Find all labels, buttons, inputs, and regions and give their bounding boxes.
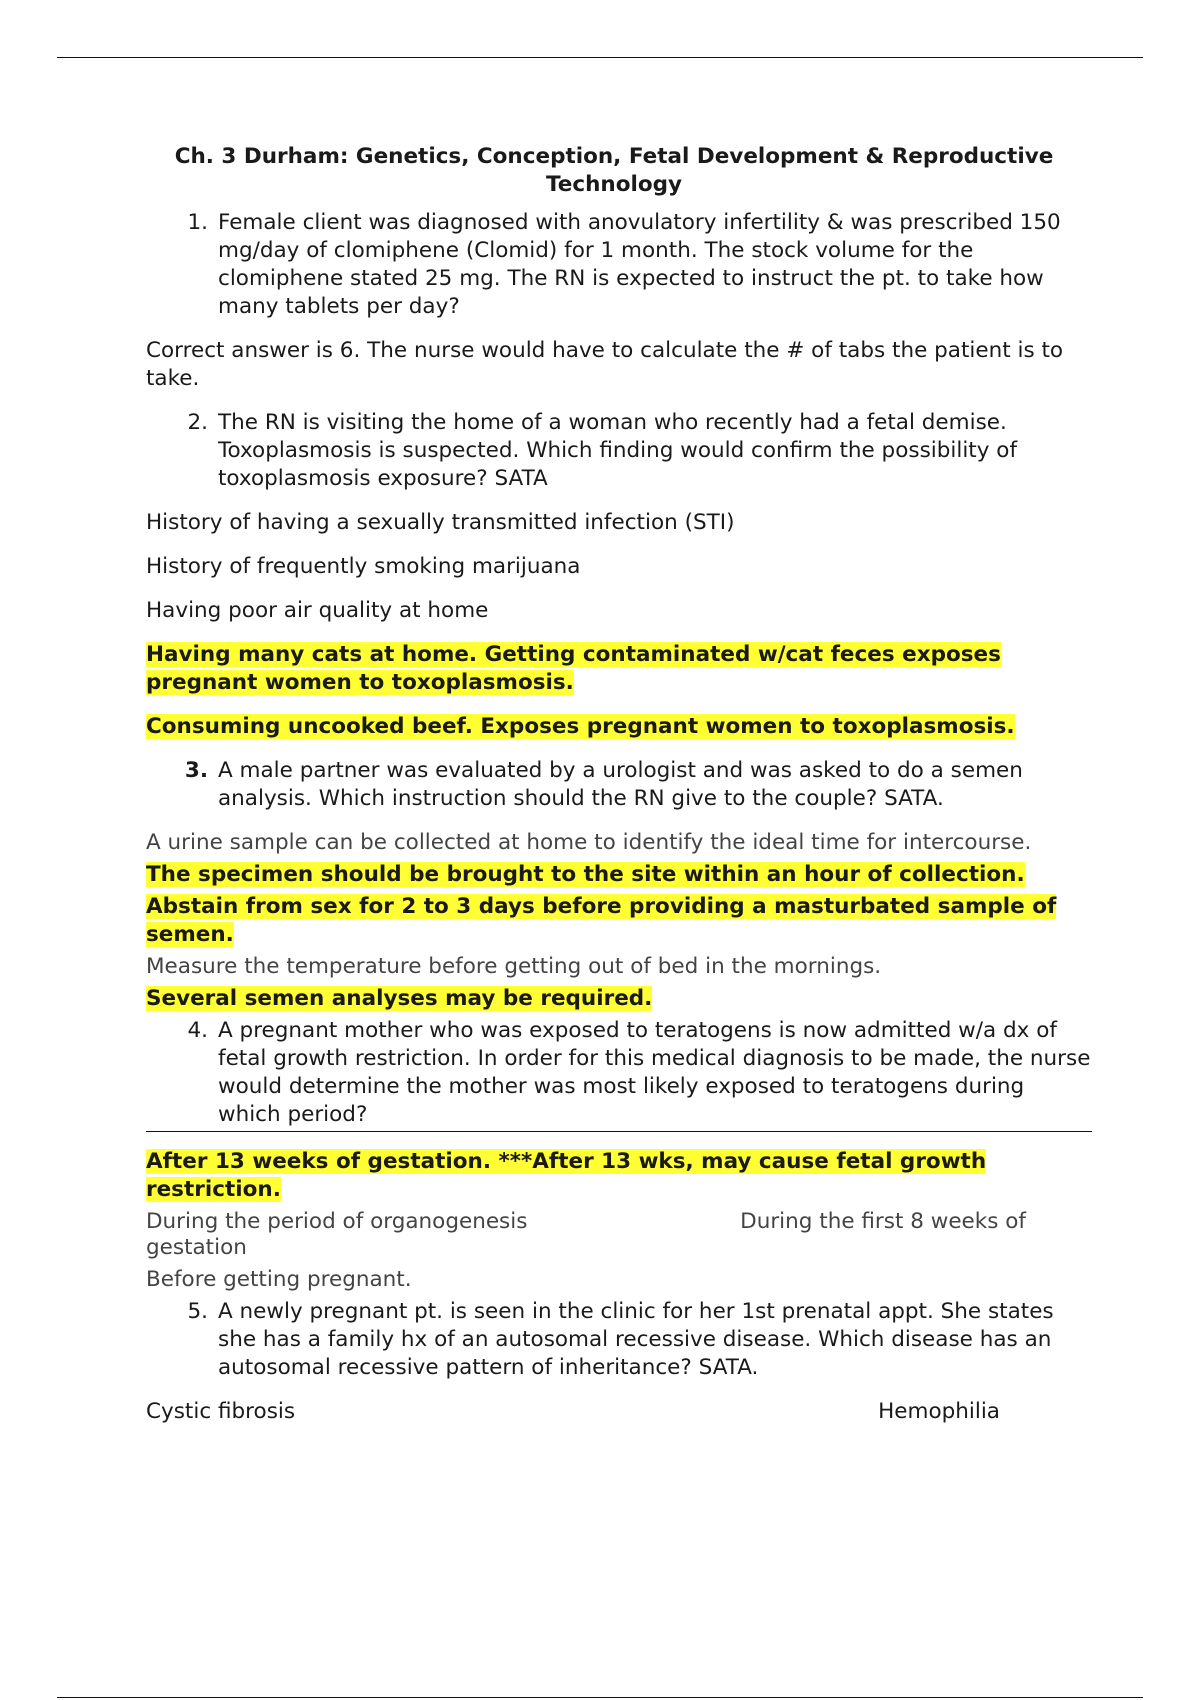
question-4 [146, 1017, 1092, 1132]
option-row [146, 1208, 1092, 1236]
correct-option [146, 893, 1092, 949]
document-body [146, 143, 1092, 1426]
option-text-continued: gestation [146, 1235, 247, 1260]
correct-option [146, 1148, 1092, 1204]
question-2 [146, 409, 1092, 493]
correct-option [146, 641, 1092, 697]
option-text: Before getting pregnant. [146, 1267, 412, 1292]
question-number: 2. [187, 410, 208, 435]
option-text: During the first 8 weeks of [740, 1209, 1026, 1234]
question-number: 3. [184, 758, 208, 783]
highlighted-text: Several semen analyses may be required. [146, 986, 653, 1011]
question-text: A newly pregnant pt. is seen in the clinic for her 1st prenatal appt. She states she has a family hx of an autosomal recessive disease. Which disease has an autosomal recessive pattern of inheritance? SATA. [218, 1299, 1054, 1380]
option-text: During the period of organogenesis [146, 1209, 528, 1234]
top-rule [57, 57, 1143, 58]
highlighted-text: After 13 weeks of gestation. ***After 13 wks, may cause fetal growth restriction. [146, 1149, 987, 1202]
question-text: A male partner was evaluated by a urologist and was asked to do a semen analysis. Which instruction should the RN give to the couple? SATA. [218, 758, 1023, 811]
option-text: Cystic fibrosis [146, 1399, 296, 1424]
option-text: Having poor air quality at home [146, 598, 489, 623]
option-text: Measure the temperature before getting out of bed in the mornings. [146, 954, 882, 979]
question-number: 1. [187, 210, 208, 235]
option-text: History of having a sexually transmitted infection (STI) [146, 510, 735, 535]
highlighted-text: The specimen should be brought to the site within an hour of collection. [146, 862, 1025, 887]
bottom-rule [57, 1697, 1143, 1698]
question-3 [146, 757, 1092, 813]
question-number: 5. [187, 1299, 208, 1324]
option-text: History of frequently smoking marijuana [146, 554, 581, 579]
highlighted-text: Having many cats at home. Getting contaminated w/cat feces exposes pregnant women to toxoplasmosis. [146, 642, 1001, 695]
option-text: Hemophilia [878, 1399, 1000, 1424]
answer-text: Correct answer is 6. The nurse would have to calculate the # of tabs the patient is to take. [146, 338, 1064, 391]
question-text: The RN is visiting the home of a woman who recently had a fetal demise. Toxoplasmosis is suspected. Which finding would confirm the possibility of toxoplasmosis exposure? SATA [218, 410, 1018, 491]
question-text: A pregnant mother who was exposed to teratogens is now admitted w/a dx of fetal growth restriction. In order for this medical diagnosis to be made, the nurse would determine the mother was most likely exposed to teratogens during which period? [218, 1018, 1091, 1127]
question-5 [146, 1298, 1092, 1382]
page-title: Ch. 3 Durham: Genetics, Conception, Fetal Development & Reproductive Technology [174, 144, 1054, 197]
correct-option [146, 861, 1092, 889]
highlighted-text: Consuming uncooked beef. Exposes pregnant women to toxoplasmosis. [146, 714, 1015, 739]
correct-option [146, 985, 1092, 1013]
option-text: A urine sample can be collected at home to identify the ideal time for intercourse. [146, 830, 1032, 855]
question-1 [146, 209, 1092, 321]
option-row [146, 1398, 1092, 1426]
question-number: 4. [187, 1018, 208, 1043]
highlighted-text: Abstain from sex for 2 to 3 days before providing a masturbated sample of semen. [146, 894, 1057, 947]
correct-option [146, 713, 1092, 741]
question-text: Female client was diagnosed with anovulatory infertility & was prescribed 150 mg/day of clomiphene (Clomid) for 1 month. The stock volume for the clomiphene stated 25 mg. The RN is expected to instruct the pt. to take how many tablets per day? [218, 210, 1061, 319]
